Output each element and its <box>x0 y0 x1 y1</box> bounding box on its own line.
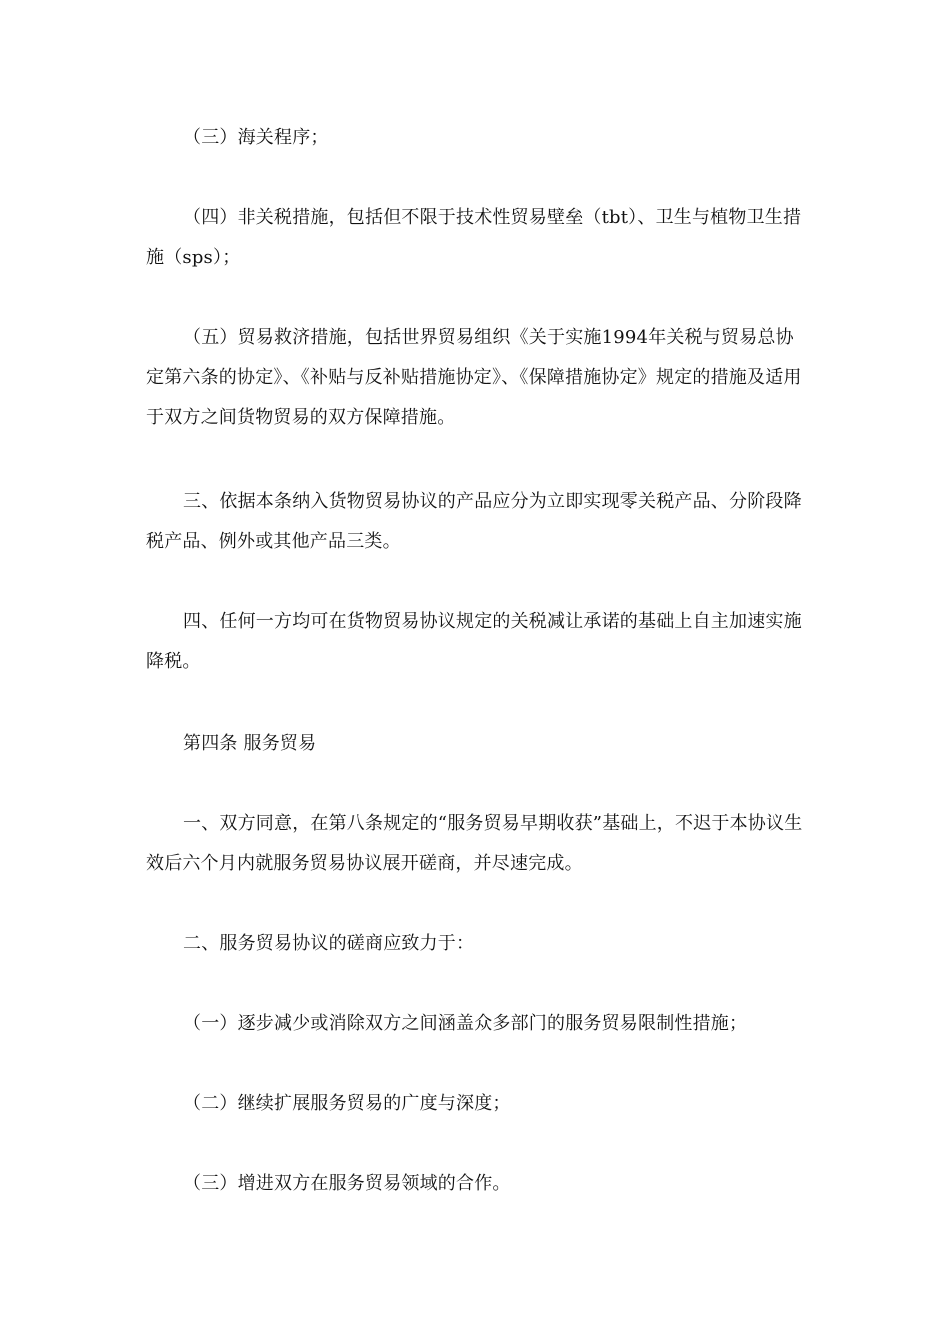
paragraph-consultation-goals: 二、服务贸易协议的磋商应致力于： <box>183 933 475 954</box>
paragraph-accelerated-tariff-reduction: 四、任何一方均可在货物贸易协议规定的关税减让承诺的基础上自主加速实施降税。 <box>146 611 802 672</box>
paragraph-trade-remedies: （五）贸易救济措施，包括世界贸易组织《关于实施1994年关税与贸易总协定第六条的协定》、《补贴与反补贴措施协定》、《保障措施协定》规定的措施及适用于双方之间货物贸易的双方保障措施。 <box>146 327 802 428</box>
article-heading-service-trade: 第四条 服务贸易 <box>183 733 317 754</box>
paragraph-non-tariff-measures: （四）非关税措施，包括但不限于技术性贸易壁垒（tbt）、卫生与植物卫生措施（sps）； <box>146 207 802 268</box>
paragraph-reduce-restrictions: （一）逐步减少或消除双方之间涵盖众多部门的服务贸易限制性措施； <box>183 1013 748 1034</box>
paragraph-expand-service-trade: （二）继续扩展服务贸易的广度与深度； <box>183 1093 511 1114</box>
paragraph-customs-procedures: （三）海关程序； <box>183 127 329 148</box>
paragraph-service-consultations: 一、双方同意，在第八条规定的“服务贸易早期收获”基础上，不迟于本协议生效后六个月内就服务贸易协议展开磋商，并尽速完成。 <box>146 813 803 874</box>
paragraph-enhance-cooperation: （三）增进双方在服务贸易领域的合作。 <box>183 1173 511 1194</box>
paragraph-product-categories: 三、依据本条纳入货物贸易协议的产品应分为立即实现零关税产品、分阶段降税产品、例外或其他产品三类。 <box>146 491 802 552</box>
